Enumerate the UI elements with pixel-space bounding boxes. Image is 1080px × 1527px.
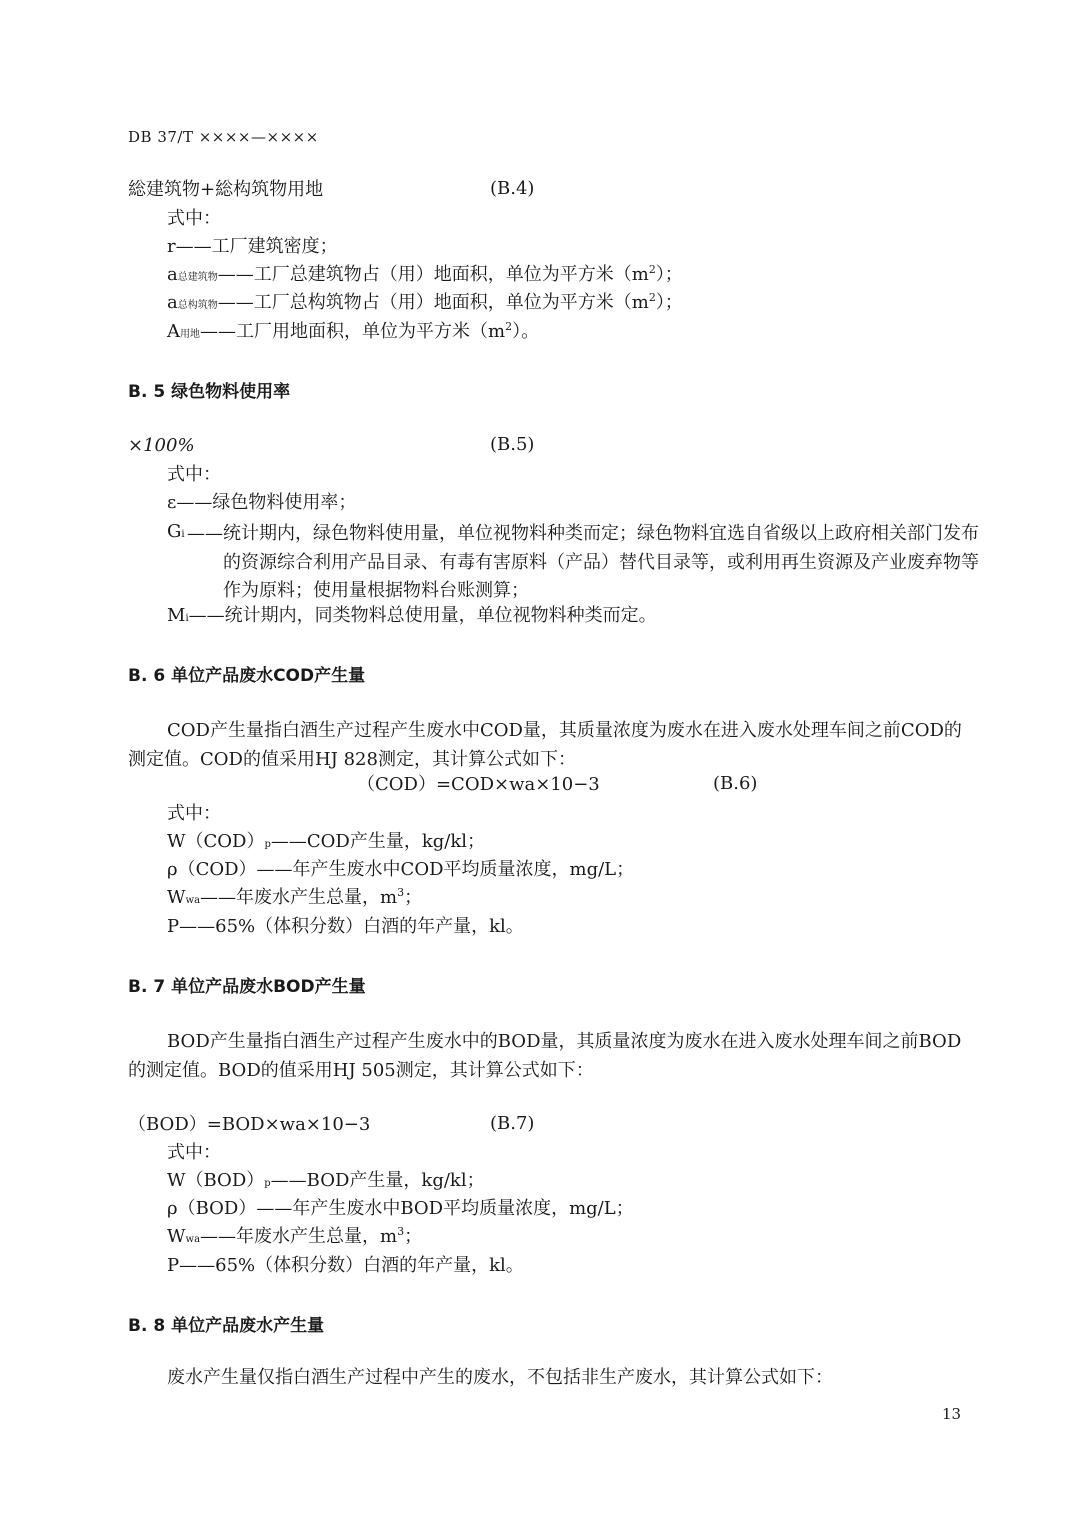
definition-end: ）； [655,292,683,313]
equation-number-b4: (B.4) [490,178,535,199]
section-heading-b8: B. 8 单位产品废水产生量 [128,1316,325,1336]
definition-rho-bod: ρ（BOD）——年产生废水中BOD平均质量浓度，mg/L； [167,1198,634,1219]
subscript-i: i [185,613,189,624]
definition-text: ——年废水产生总量，m [200,887,398,908]
subscript-land: 用地 [180,329,200,340]
subscript-building: 总建筑物 [177,272,218,283]
definition-text: ——工厂总建筑物占（用）地面积，单位为平方米（m [217,264,649,285]
paragraph-b8: 废水产生量仅指白酒生产过程中产生的废水，不包括非生产废水，其计算公式如下： [167,1367,833,1388]
superscript-3: 3 [397,1225,405,1238]
definition-Wwa [167,1225,422,1252]
subscript-p: p [264,1178,271,1189]
definition-r: r——工厂建筑密度； [167,236,338,257]
page-number: 13 [942,1405,962,1423]
superscript-2: 2 [648,263,656,276]
definition-W-cod [167,830,485,857]
formula-b4: 総建筑物+総构筑物用地 [128,179,324,200]
symbol-M: M [167,605,186,626]
definition-text: ——年废水产生总量，m [200,1226,398,1247]
definition-a-building [167,263,683,290]
paragraph-b6: COD产生量指白酒生产过程产生废水中COD量，其质量浓度为废水在进入废水处理车间之前COD的测定值。COD的值采用HJ 828测定，其计算公式如下： [128,720,962,770]
superscript-2: 2 [505,320,513,333]
definition-G-text [187,520,983,606]
superscript-2: 2 [648,291,656,304]
symbol-W-bod: W（BOD） [167,1170,265,1191]
equation-number-b7: (B.7) [490,1113,535,1134]
subscript-structure: 总构筑物 [177,300,218,311]
definition-text: ——统计期内，绿色物料使用量，单位视物料种类而定；绿色物料宜选自省级以上政府相关部门发布的资源综合利用产品目录、有毒有害原料（产品）替代目录等，或利用再生资源及产业废弃物等作为原料；使用量根据物料台账测算； [187,523,979,601]
definition-G-symbol [167,520,185,547]
definition-text: ——工厂用地面积，单位为平方米（m [200,321,506,342]
definition-end: ）。 [512,321,540,342]
where-label-b7: 式中： [167,1142,221,1163]
where-label-b6: 式中： [167,803,221,824]
formula-b5: ×100% [128,435,195,456]
definition-text: ——统计期内，同类物料总使用量，单位视物料种类而定。 [188,605,657,626]
where-label-b5: 式中： [167,464,221,485]
subscript-p: p [264,839,271,850]
equation-number-b5: (B.5) [490,434,535,455]
definition-A-land [167,320,539,347]
definition-epsilon: ε——绿色物料使用率； [167,492,357,513]
definition-end: ）； [655,264,683,285]
definition-P: P——65%（体积分数）白酒的年产量，kl。 [167,916,524,937]
definition-text: ——BOD产生量，kg/kl； [270,1170,485,1191]
symbol-G: G [167,521,182,542]
symbol-W: W [167,1226,186,1247]
section-heading-b5: B. 5 绿色物料使用率 [128,382,291,402]
definition-P: P——65%（体积分数）白酒的年产量，kl。 [167,1255,524,1276]
symbol-W-cod: W（COD） [167,831,265,852]
document-header-id: DB 37/T ××××—×××× [128,128,319,146]
definition-Wwa [167,886,422,913]
symbol-A: A [167,321,180,342]
definition-text: ——COD产生量，kg/kl； [270,831,485,852]
definition-rho-cod: ρ（COD）——年产生废水中COD平均质量浓度，mg/L； [167,859,635,880]
paragraph-b7: BOD产生量指白酒生产过程产生废水中的BOD量，其质量浓度为废水在进入废水处理车间之前BOD的测定值。BOD的值采用HJ 505测定，其计算公式如下： [128,1031,962,1081]
section-heading-b6: B. 6 单位产品废水COD产生量 [128,666,366,686]
definition-end: ； [404,1226,423,1247]
definition-a-structure [167,291,683,318]
symbol-a: a [167,264,178,285]
symbol-a: a [167,292,178,313]
equation-number-b6: (B.6) [713,773,758,794]
definition-M [167,604,657,631]
definition-W-bod [167,1169,485,1196]
formula-b6: （COD）=COD×wa×10−3 [357,774,600,795]
superscript-3: 3 [397,886,405,899]
definition-end: ； [404,887,423,908]
formula-b7: （BOD）=BOD×wa×10−3 [128,1114,371,1135]
section-heading-b7: B. 7 单位产品废水BOD产生量 [128,977,366,997]
subscript-i: i [181,529,185,540]
definition-text: ——工厂总构筑物占（用）地面积，单位为平方米（m [217,292,649,313]
symbol-W: W [167,887,186,908]
subscript-wa: wa [185,895,201,906]
where-label-b4: 式中： [167,208,221,229]
subscript-wa: wa [185,1234,201,1245]
